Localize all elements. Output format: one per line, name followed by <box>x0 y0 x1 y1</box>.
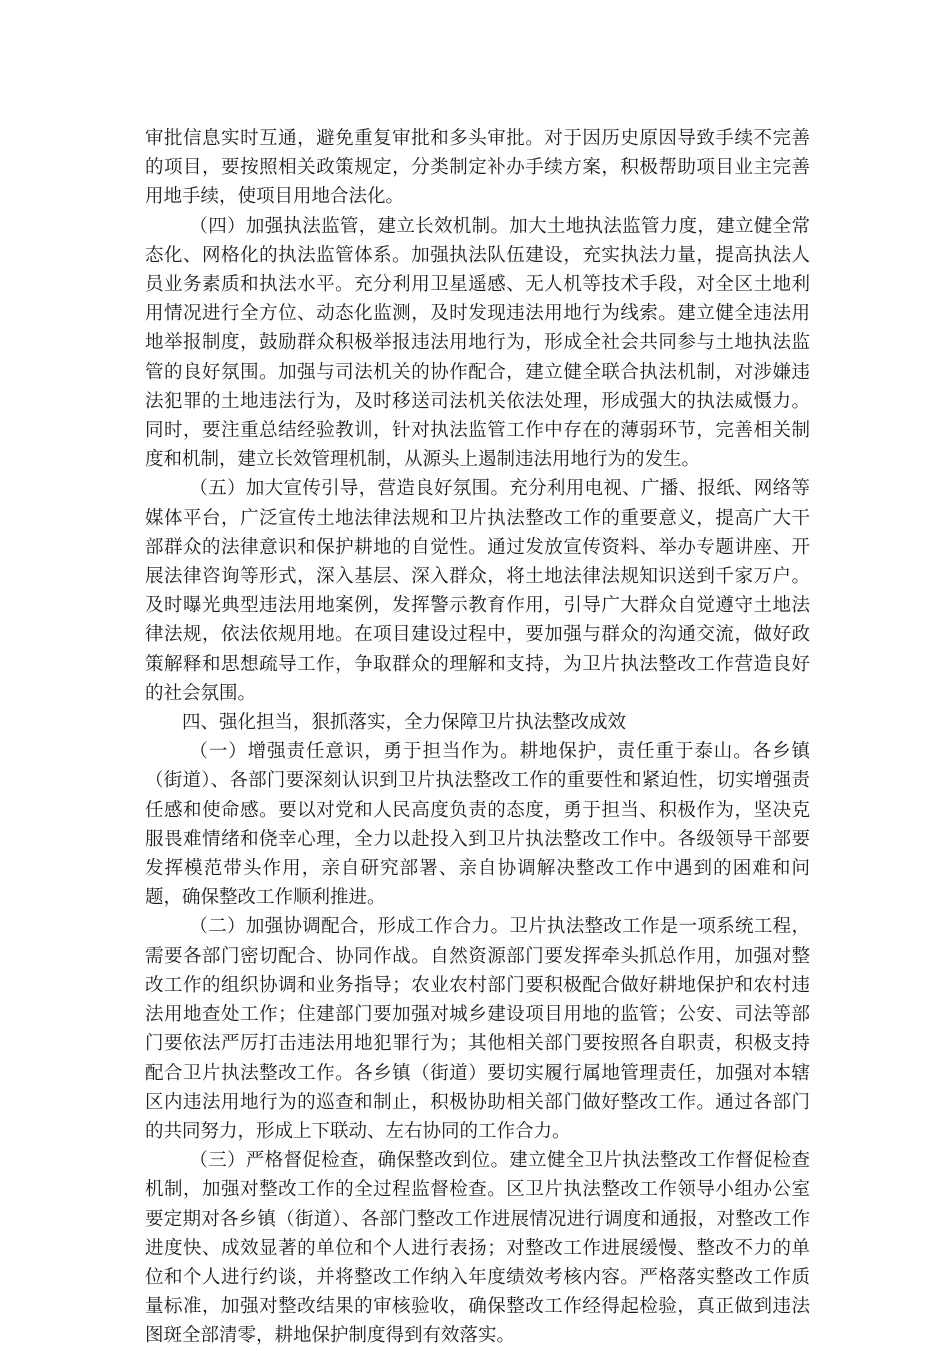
paragraph-section-3-4: （四）加强执法监管，建立长效机制。加大土地执法监管力度，建立健全常态化、网格化的执法监管体系。加强执法队伍建设，充实执法力量，提高执法人员业务素质和执法水平。充分利用卫星遥感、无人机等技术手段，对全区土地利用情况进行全方位、动态化监测，及时发现违法用地行为线索。建立健全违法用地举报制度，鼓励群众积极举报违法用地行为，形成全社会共同参与土地执法监管的良好氛围。加强与司法机关的协作配合，建立健全联合执法机制，对涉嫌违法犯罪的土地违法行为，及时移送司法机关依法处理，形成强大的执法威慑力。同时，要注重总结经验教训，针对执法监管工作中存在的薄弱环节，完善相关制度和机制，建立长效管理机制，从源头上遏制违法用地行为的发生。 <box>145 215 810 471</box>
paragraph-section-4-3: （三）严格督促检查，确保整改到位。建立健全卫片执法整改工作督促检查机制，加强对整改工作的全过程监督检查。区卫片执法整改工作领导小组办公室要定期对各乡镇（街道）、各部门整改工作进展情况进行调度和通报，对整改工作进度快、成效显著的单位和个人进行表扬；对整改工作进展缓慢、整改不力的单位和个人进行约谈，并将整改工作纳入年度绩效考核内容。严格落实整改工作质量标准，加强对整改结果的审核验收，确保整改工作经得起检验，真正做到违法图斑全部清零，耕地保护制度得到有效落实。 <box>145 1150 810 1347</box>
paragraph-continuation: 审批信息实时互通，避免重复审批和多头审批。对于因历史原因导致手续不完善的项目，要按照相关政策规定，分类制定补办手续方案，积极帮助项目业主完善用地手续，使项目用地合法化。 <box>145 128 810 208</box>
paragraph-section-4-1: （一）增强责任意识，勇于担当作为。耕地保护，责任重于泰山。各乡镇（街道）、各部门要深刻认识到卫片执法整改工作的重要性和紧迫性，切实增强责任感和使命感。要以对党和人民高度负责的态度，勇于担当、积极作为，坚决克服畏难情绪和侥幸心理，全力以赴投入到卫片执法整改工作中。各级领导干部要发挥模范带头作用，亲自研究部署、亲自协调解决整改工作中遇到的困难和问题，确保整改工作顺利推进。 <box>145 741 810 909</box>
paragraph-section-3-5: （五）加大宣传引导，营造良好氛围。充分利用电视、广播、报纸、网络等媒体平台，广泛宣传土地法律法规和卫片执法整改工作的重要意义，提高广大干部群众的法律意识和保护耕地的自觉性。通过发放宣传资料、举办专题讲座、开展法律咨询等形式，深入基层、深入群众，将土地法律法规知识送到千家万户。及时曝光典型违法用地案例，发挥警示教育作用，引导广大群众自觉遵守土地法律法规，依法依规用地。在项目建设过程中，要加强与群众的沟通交流，做好政策解释和思想疏导工作，争取群众的理解和支持，为卫片执法整改工作营造良好的社会氛围。 <box>145 478 810 704</box>
paragraph-section-4-2: （二）加强协调配合，形成工作合力。卫片执法整改工作是一项系统工程，需要各部门密切配合、协同作战。自然资源部门要发挥牵头抓总作用，加强对整改工作的组织协调和业务指导；农业农村部门要积极配合做好耕地保护和农村违法用地查处工作；住建部门要加强对城乡建设项目用地的监管；公安、司法等部门要依法严厉打击违法用地犯罪行为；其他相关部门要按照各自职责，积极支持配合卫片执法整改工作。各乡镇（街道）要切实履行属地管理责任，加强对本辖区内违法用地行为的巡查和制止，积极协助相关部门做好整改工作。通过各部门的共同努力，形成上下联动、左右协同的工作合力。 <box>145 916 810 1142</box>
document-page <box>145 124 810 1351</box>
section-heading-4: 四、强化担当，狠抓落实，全力保障卫片执法整改成效 <box>182 712 627 734</box>
